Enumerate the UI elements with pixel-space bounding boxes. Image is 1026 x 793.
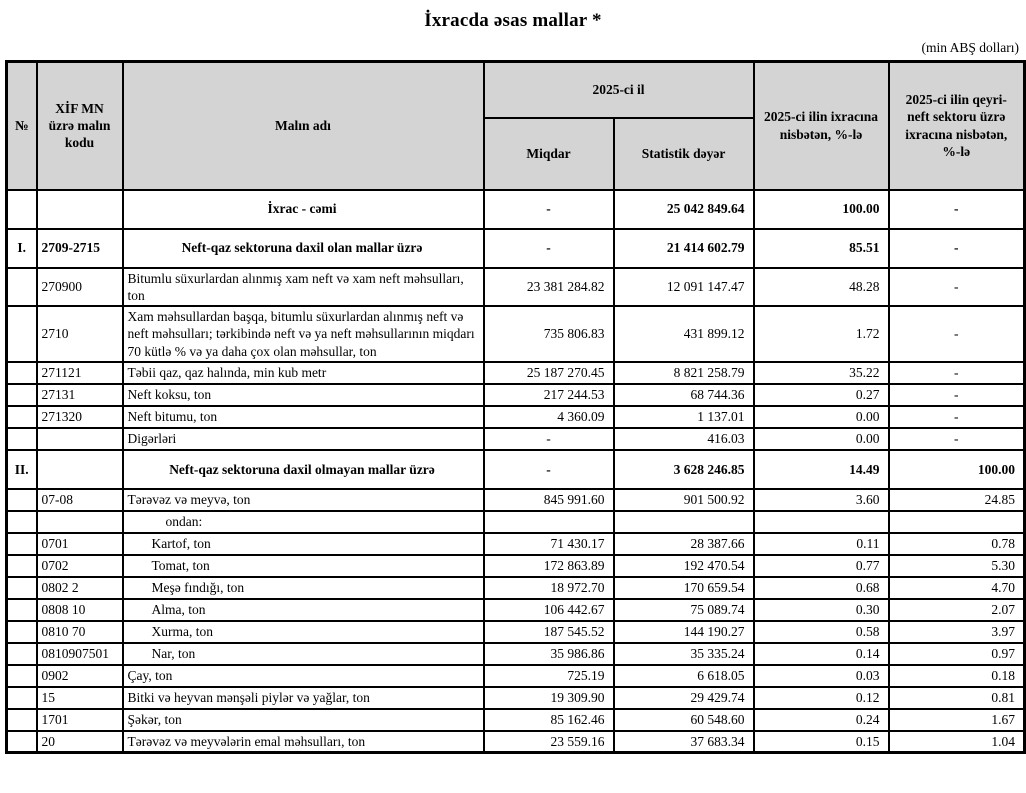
table-row [7, 555, 1025, 577]
cell-pct-total: 0.14 [754, 643, 889, 665]
cell-code [37, 450, 123, 489]
cell-pct-total: 0.12 [754, 687, 889, 709]
cell-code [37, 190, 123, 229]
header-code: XİF MN üzrə malın kodu [37, 62, 123, 190]
cell-pct-total: 0.27 [754, 384, 889, 406]
cell-quantity [484, 511, 614, 533]
cell-pct-total: 0.24 [754, 709, 889, 731]
cell-name: İxrac - cəmi [123, 190, 484, 229]
cell-name: Neft koksu, ton [123, 384, 484, 406]
cell-stat-value: 6 618.05 [614, 665, 754, 687]
cell-quantity: 106 442.67 [484, 599, 614, 621]
cell-no [7, 306, 37, 362]
cell-no [7, 643, 37, 665]
cell-no [7, 709, 37, 731]
cell-stat-value: 901 500.92 [614, 489, 754, 511]
table-row [7, 599, 1025, 621]
cell-no [7, 665, 37, 687]
cell-stat-value: 21 414 602.79 [614, 229, 754, 268]
cell-stat-value: 192 470.54 [614, 555, 754, 577]
table-row [7, 190, 1025, 229]
cell-stat-value: 8 821 258.79 [614, 362, 754, 384]
cell-code: 07-08 [37, 489, 123, 511]
cell-stat-value: 1 137.01 [614, 406, 754, 428]
table-row [7, 511, 1025, 533]
table-header [7, 62, 1025, 190]
cell-pct-nonoil: 2.07 [889, 599, 1025, 621]
cell-pct-total: 35.22 [754, 362, 889, 384]
table-row [7, 687, 1025, 709]
cell-pct-total: 0.30 [754, 599, 889, 621]
header-year-group: 2025-ci il [484, 62, 754, 118]
table-row [7, 362, 1025, 384]
cell-code: 2709-2715 [37, 229, 123, 268]
cell-code: 15 [37, 687, 123, 709]
cell-no [7, 687, 37, 709]
cell-quantity: 23 559.16 [484, 731, 614, 753]
cell-no [7, 731, 37, 753]
cell-no [7, 599, 37, 621]
cell-code: 1701 [37, 709, 123, 731]
cell-pct-nonoil: - [889, 190, 1025, 229]
cell-pct-nonoil: 5.30 [889, 555, 1025, 577]
cell-name: Bitki və heyvan mənşəli piylər və yağlar, ton [123, 687, 484, 709]
cell-code: 270900 [37, 268, 123, 307]
cell-pct-total: 0.68 [754, 577, 889, 599]
cell-pct-total: 85.51 [754, 229, 889, 268]
table-row [7, 306, 1025, 362]
header-stat-value: Statistik dəyər [614, 118, 754, 190]
cell-name: Tərəvəz və meyvələrin emal məhsulları, ton [123, 731, 484, 753]
cell-pct-total: 0.15 [754, 731, 889, 753]
table-row [7, 229, 1025, 268]
cell-quantity: 187 545.52 [484, 621, 614, 643]
cell-pct-nonoil [889, 511, 1025, 533]
cell-name: Bitumlu süxurlardan alınmış xam neft və xam neft məhsulları, ton [123, 268, 484, 307]
cell-pct-nonoil: - [889, 306, 1025, 362]
cell-pct-nonoil: 0.78 [889, 533, 1025, 555]
table-row [7, 406, 1025, 428]
cell-no [7, 577, 37, 599]
cell-quantity: - [484, 428, 614, 450]
cell-no [7, 406, 37, 428]
table-row [7, 384, 1025, 406]
table-row [7, 643, 1025, 665]
cell-quantity: 217 244.53 [484, 384, 614, 406]
cell-name: Xam məhsullardan başqa, bitumlu süxurlardan alınmış neft və neft məhsulları; tərkibində neft və ya neft məhsullarının miqdarı 70 kütlə % və ya daha çox olan məhsullar, ton [123, 306, 484, 362]
header-name: Malın adı [123, 62, 484, 190]
cell-code: 0810907501 [37, 643, 123, 665]
header-pct-total: 2025-ci ilin ixracına nisbətən, %-lə [754, 62, 889, 190]
cell-pct-total: 100.00 [754, 190, 889, 229]
cell-stat-value: 144 190.27 [614, 621, 754, 643]
cell-quantity: 71 430.17 [484, 533, 614, 555]
header-no: № [7, 62, 37, 190]
cell-pct-nonoil: 24.85 [889, 489, 1025, 511]
table-row [7, 621, 1025, 643]
cell-quantity: 4 360.09 [484, 406, 614, 428]
cell-no: II. [7, 450, 37, 489]
cell-quantity: 725.19 [484, 665, 614, 687]
cell-code: 0810 70 [37, 621, 123, 643]
cell-stat-value: 25 042 849.64 [614, 190, 754, 229]
cell-name: Alma, ton [123, 599, 484, 621]
table-row [7, 489, 1025, 511]
cell-stat-value: 12 091 147.47 [614, 268, 754, 307]
cell-stat-value: 431 899.12 [614, 306, 754, 362]
cell-no [7, 555, 37, 577]
cell-code: 0902 [37, 665, 123, 687]
table-row [7, 709, 1025, 731]
cell-pct-nonoil: 1.04 [889, 731, 1025, 753]
cell-pct-nonoil: 100.00 [889, 450, 1025, 489]
cell-code: 27131 [37, 384, 123, 406]
cell-pct-nonoil: 4.70 [889, 577, 1025, 599]
cell-name: ondan: [123, 511, 484, 533]
cell-code: 0802 2 [37, 577, 123, 599]
cell-code: 2710 [37, 306, 123, 362]
cell-pct-total: 0.03 [754, 665, 889, 687]
cell-no [7, 362, 37, 384]
cell-name: Digərləri [123, 428, 484, 450]
cell-pct-nonoil: - [889, 406, 1025, 428]
cell-pct-nonoil: - [889, 384, 1025, 406]
cell-code: 20 [37, 731, 123, 753]
table-row [7, 268, 1025, 307]
cell-pct-nonoil: - [889, 229, 1025, 268]
cell-pct-nonoil: - [889, 428, 1025, 450]
cell-pct-nonoil: 0.18 [889, 665, 1025, 687]
cell-no [7, 533, 37, 555]
cell-quantity: 19 309.90 [484, 687, 614, 709]
header-quantity: Miqdar [484, 118, 614, 190]
table-row [7, 577, 1025, 599]
cell-stat-value: 37 683.34 [614, 731, 754, 753]
table-row [7, 731, 1025, 753]
cell-pct-total: 0.00 [754, 406, 889, 428]
cell-no [7, 190, 37, 229]
cell-name: Neft bitumu, ton [123, 406, 484, 428]
table-row [7, 450, 1025, 489]
cell-name: Neft-qaz sektoruna daxil olmayan mallar üzrə [123, 450, 484, 489]
cell-quantity: 845 991.60 [484, 489, 614, 511]
cell-name: Şəkər, ton [123, 709, 484, 731]
cell-pct-total: 0.00 [754, 428, 889, 450]
cell-pct-nonoil: 1.67 [889, 709, 1025, 731]
cell-pct-total: 0.58 [754, 621, 889, 643]
cell-stat-value: 29 429.74 [614, 687, 754, 709]
cell-name: Təbii qaz, qaz halında, min kub metr [123, 362, 484, 384]
cell-quantity: 25 187 270.45 [484, 362, 614, 384]
cell-pct-total: 0.11 [754, 533, 889, 555]
cell-quantity: 35 986.86 [484, 643, 614, 665]
table-row [7, 428, 1025, 450]
cell-name: Nar, ton [123, 643, 484, 665]
cell-name: Tomat, ton [123, 555, 484, 577]
table-row [7, 665, 1025, 687]
unit-note: (min ABŞ dolları) [921, 40, 1019, 55]
cell-pct-nonoil: 0.97 [889, 643, 1025, 665]
cell-pct-nonoil: - [889, 362, 1025, 384]
cell-no [7, 489, 37, 511]
cell-pct-total: 48.28 [754, 268, 889, 307]
cell-stat-value: 60 548.60 [614, 709, 754, 731]
cell-name: Meşə fındığı, ton [123, 577, 484, 599]
cell-pct-total: 14.49 [754, 450, 889, 489]
header-pct-nonoil: 2025-ci ilin qeyri-neft sektoru üzrə ixracına nisbətən, %-lə [889, 62, 1025, 190]
cell-pct-nonoil: - [889, 268, 1025, 307]
cell-quantity: 172 863.89 [484, 555, 614, 577]
cell-pct-total [754, 511, 889, 533]
cell-name: Neft-qaz sektoruna daxil olan mallar üzrə [123, 229, 484, 268]
cell-stat-value: 28 387.66 [614, 533, 754, 555]
cell-no [7, 268, 37, 307]
exports-table [5, 60, 1026, 754]
cell-stat-value [614, 511, 754, 533]
cell-quantity: 18 972.70 [484, 577, 614, 599]
cell-quantity: 23 381 284.82 [484, 268, 614, 307]
header-row-top [7, 62, 1025, 118]
cell-quantity: - [484, 190, 614, 229]
table-body [7, 190, 1025, 753]
cell-quantity: - [484, 229, 614, 268]
cell-pct-total: 1.72 [754, 306, 889, 362]
cell-code [37, 511, 123, 533]
cell-pct-nonoil: 3.97 [889, 621, 1025, 643]
cell-code: 0701 [37, 533, 123, 555]
cell-no [7, 428, 37, 450]
cell-pct-total: 3.60 [754, 489, 889, 511]
cell-no: I. [7, 229, 37, 268]
cell-no [7, 511, 37, 533]
table-row [7, 533, 1025, 555]
cell-pct-nonoil: 0.81 [889, 687, 1025, 709]
cell-name: Çay, ton [123, 665, 484, 687]
cell-quantity: 735 806.83 [484, 306, 614, 362]
cell-code [37, 428, 123, 450]
cell-name: Xurma, ton [123, 621, 484, 643]
cell-stat-value: 75 089.74 [614, 599, 754, 621]
cell-quantity: - [484, 450, 614, 489]
cell-name: Tərəvəz və meyvə, ton [123, 489, 484, 511]
cell-no [7, 621, 37, 643]
cell-stat-value: 416.03 [614, 428, 754, 450]
cell-stat-value: 170 659.54 [614, 577, 754, 599]
cell-quantity: 85 162.46 [484, 709, 614, 731]
cell-stat-value: 68 744.36 [614, 384, 754, 406]
cell-no [7, 384, 37, 406]
page-title: İxracda əsas mallar * [424, 10, 602, 31]
cell-code: 0808 10 [37, 599, 123, 621]
cell-stat-value: 3 628 246.85 [614, 450, 754, 489]
cell-code: 271320 [37, 406, 123, 428]
cell-name: Kartof, ton [123, 533, 484, 555]
cell-stat-value: 35 335.24 [614, 643, 754, 665]
cell-code: 0702 [37, 555, 123, 577]
cell-pct-total: 0.77 [754, 555, 889, 577]
cell-code: 271121 [37, 362, 123, 384]
